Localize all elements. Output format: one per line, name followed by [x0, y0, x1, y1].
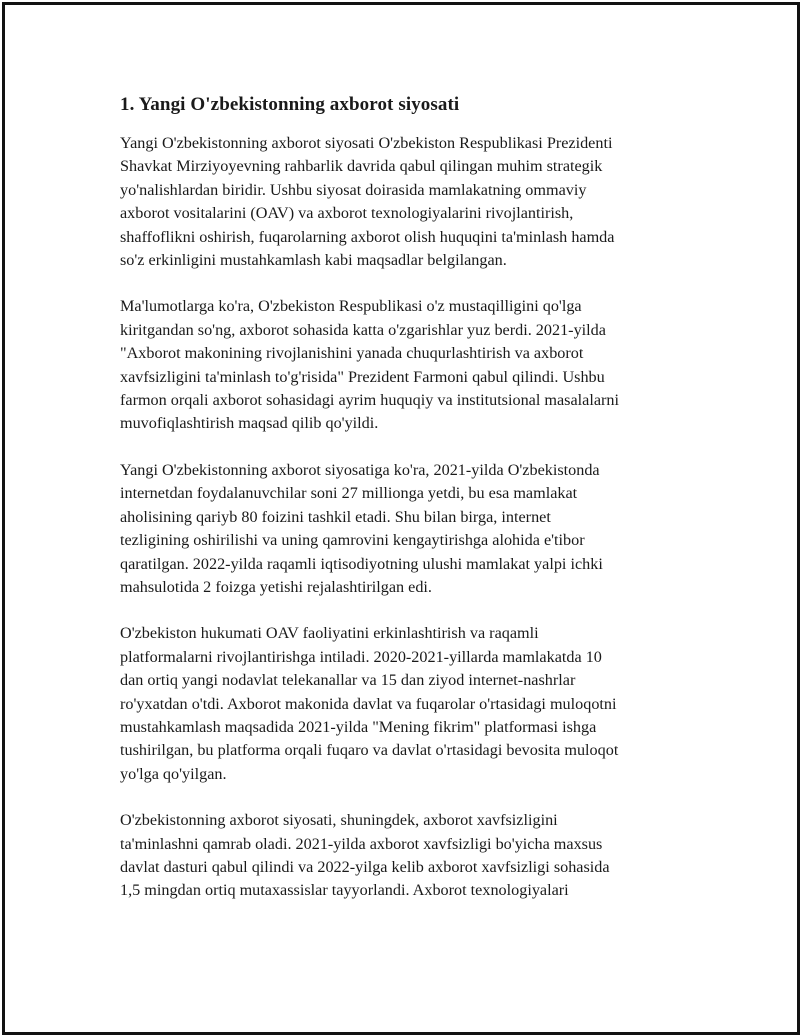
- paragraph-5: O'zbekistonning axborot siyosati, shuningdek, axborot xavfsizligini ta'minlashni qamrab oladi. 2021-yilda axborot xavfsizligi bo'yicha maxsus davlat dasturi qabul qilindi va 2022-yilga kelib axborot xavfsizligi sohasida 1,5 mingdan ortiq mutaxassislar tayyorlandi. Axborot texnologiyalari: [120, 811, 610, 900]
- section-heading: 1. Yangi O'zbekistonning axborot siyosati: [120, 94, 460, 115]
- document-body: [120, 93, 710, 926]
- paragraph-2: Ma'lumotlarga ko'ra, O'zbekiston Respublikasi o'z mustaqilligini qo'lga kiritgandan so'ng, axborot sohasida katta o'zgarishlar yuz berdi. 2021-yilda "Axborot makonining rivojlanishini yanada chuqurlashtirish va axborot xavfsizligini ta'minlash to'g'risida" Prezident Farmoni qabul qilindi. Ushbu farmon orqali axborot sohasidagi ayrim huquqiy va institutsional masalalarni muvofiqlashtirish maqsad qilib qo'yildi.: [120, 297, 620, 433]
- paragraph-1: Yangi O'zbekistonning axborot siyosati O'zbekiston Respublikasi Prezidenti Shavkat Mirziyoyevning rahbarlik davrida qabul qilingan muhim strategik yo'nalishlardan biridir. Ushbu siyosat doirasida mamlakatning ommaviy axborot vositalarini (OAV) va axborot texnologiyalarini rivojlantirish, shaffoflikni oshirish, fuqarolarning axborot olish huquqini ta'minlash hamda so'z erkinligini mustahkamlash kabi maqsadlar belgilangan.: [120, 134, 615, 270]
- paragraph-3: Yangi O'zbekistonning axborot siyosatiga ko'ra, 2021-yilda O'zbekistonda internetdan foydalanuvchilar soni 27 millionga yetdi, bu esa mamlakat aholisining qariyb 80 foizini tashkil etadi. Shu bilan birga, internet tezligining oshirilishi va uning qamrovini kengaytirishga alohida e'tibor qaratilgan. 2022-yilda raqamli iqtisodiyotning ulushi mamlakat yalpi ichki mahsulotida 2 foizga yetishi rejalashtirilgan edi.: [120, 460, 603, 596]
- paragraph-4: O'zbekiston hukumati OAV faoliyatini erkinlashtirish va raqamli platformalarni rivojlantirishga intiladi. 2020-2021-yillarda mamlakatda 10 dan ortiq yangi nodavlat telekanallar va 15 dan ziyod internet-nashrlar ro'yxatdan o'tdi. Axborot makonida davlat va fuqarolar o'rtasidagi muloqotni mustahkamlash maqsadida 2021-yilda "Mening fikrim" platformasi ishga tushirilgan, bu platforma orqali fuqaro va davlat o'rtasidagi bevosita muloqot yo'lga qo'yilgan.: [120, 624, 619, 783]
- document-page: [2, 2, 800, 1035]
